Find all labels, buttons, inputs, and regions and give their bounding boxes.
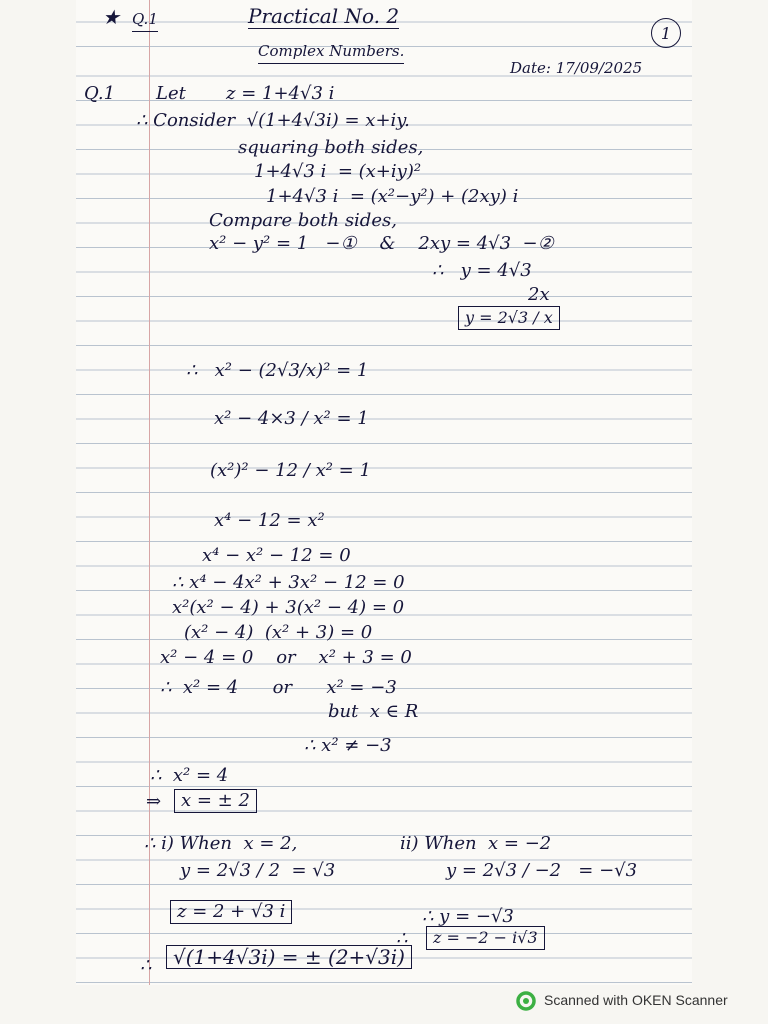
page-title: Practical No. 2 [248,4,400,28]
solution-line: 1+4√3 i = (x²−y²) + (2xy) i [266,186,519,207]
solution-line: ∴ y = 4√3 [432,260,532,281]
x-result-box: x = ± 2 [174,789,257,813]
solution-line: Let [156,83,186,104]
solution-line: ∴ x⁴ − 4x² + 3x² − 12 = 0 [172,572,405,593]
solution-line: but x ∈ R [328,701,419,722]
solution-line: ∴ i) When x = 2, [144,833,298,854]
z-negative-box: z = −2 − i√3 [426,926,545,950]
solution-line: ∴ Consider √(1+4√3i) = x+iy. [136,110,410,131]
solution-line: x²(x² − 4) + 3(x² − 4) = 0 [172,597,405,618]
solution-line: ∴ x² − (2√3/x)² = 1 [186,360,369,381]
oken-scanner-logo-icon [516,991,536,1011]
solution-line: 2x [528,284,550,305]
solution-line: Compare both sides, [209,210,397,231]
date-label: Date: 17/09/2025 [510,59,643,77]
solution-line: ∴ [140,955,152,976]
page-number: 1 [660,23,672,43]
solution-line: ∴ x² ≠ −3 [304,735,392,756]
solution-line: x⁴ − 12 = x² [214,510,325,531]
solution-line: ⇒ [146,791,162,812]
solution-line: x⁴ − x² − 12 = 0 [202,545,351,566]
solution-line: y = 2√3 / −2 = −√3 [446,860,638,881]
solution-line: x² − 4×3 / x² = 1 [214,408,369,429]
solution-line: ∴ y = −√3 [422,906,514,927]
solution-line: ∴ x² = 4 or x² = −3 [160,677,397,698]
star-mark: ★ [102,5,120,29]
z-positive-box: z = 2 + √3 i [170,900,292,924]
solution-line: ∴ x² = 4 [150,765,229,786]
page-subtitle: Complex Numbers. [258,40,404,64]
scanner-watermark: Scanned with OKEN Scanner [544,992,728,1008]
solution-line: Q.1 [84,83,116,104]
solution-line: z = 1+4√3 i [226,83,335,104]
solution-line: x² − 4 = 0 or x² + 3 = 0 [160,647,412,668]
solution-line: x² − y² = 1 −① & 2xy = 4√3 −② [209,233,554,254]
final-answer-box: √(1+4√3i) = ± (2+√3i) [166,945,412,969]
solution-line: (x² − 4) (x² + 3) = 0 [184,622,373,643]
y-result-box: y = 2√3 / x [458,306,560,330]
solution-line: (x²)² − 12 / x² = 1 [210,460,371,481]
solution-line: squaring both sides, [238,137,424,158]
solution-line: y = 2√3 / 2 = √3 [180,860,336,881]
question-mark-label: Q.1 [132,8,158,32]
solution-line: ii) When x = −2 [400,833,552,854]
solution-line: 1+4√3 i = (x+iy)² [254,161,422,182]
solution-line: ∴ [396,928,408,949]
notebook-page [76,0,692,985]
page-number-circle [651,18,681,48]
